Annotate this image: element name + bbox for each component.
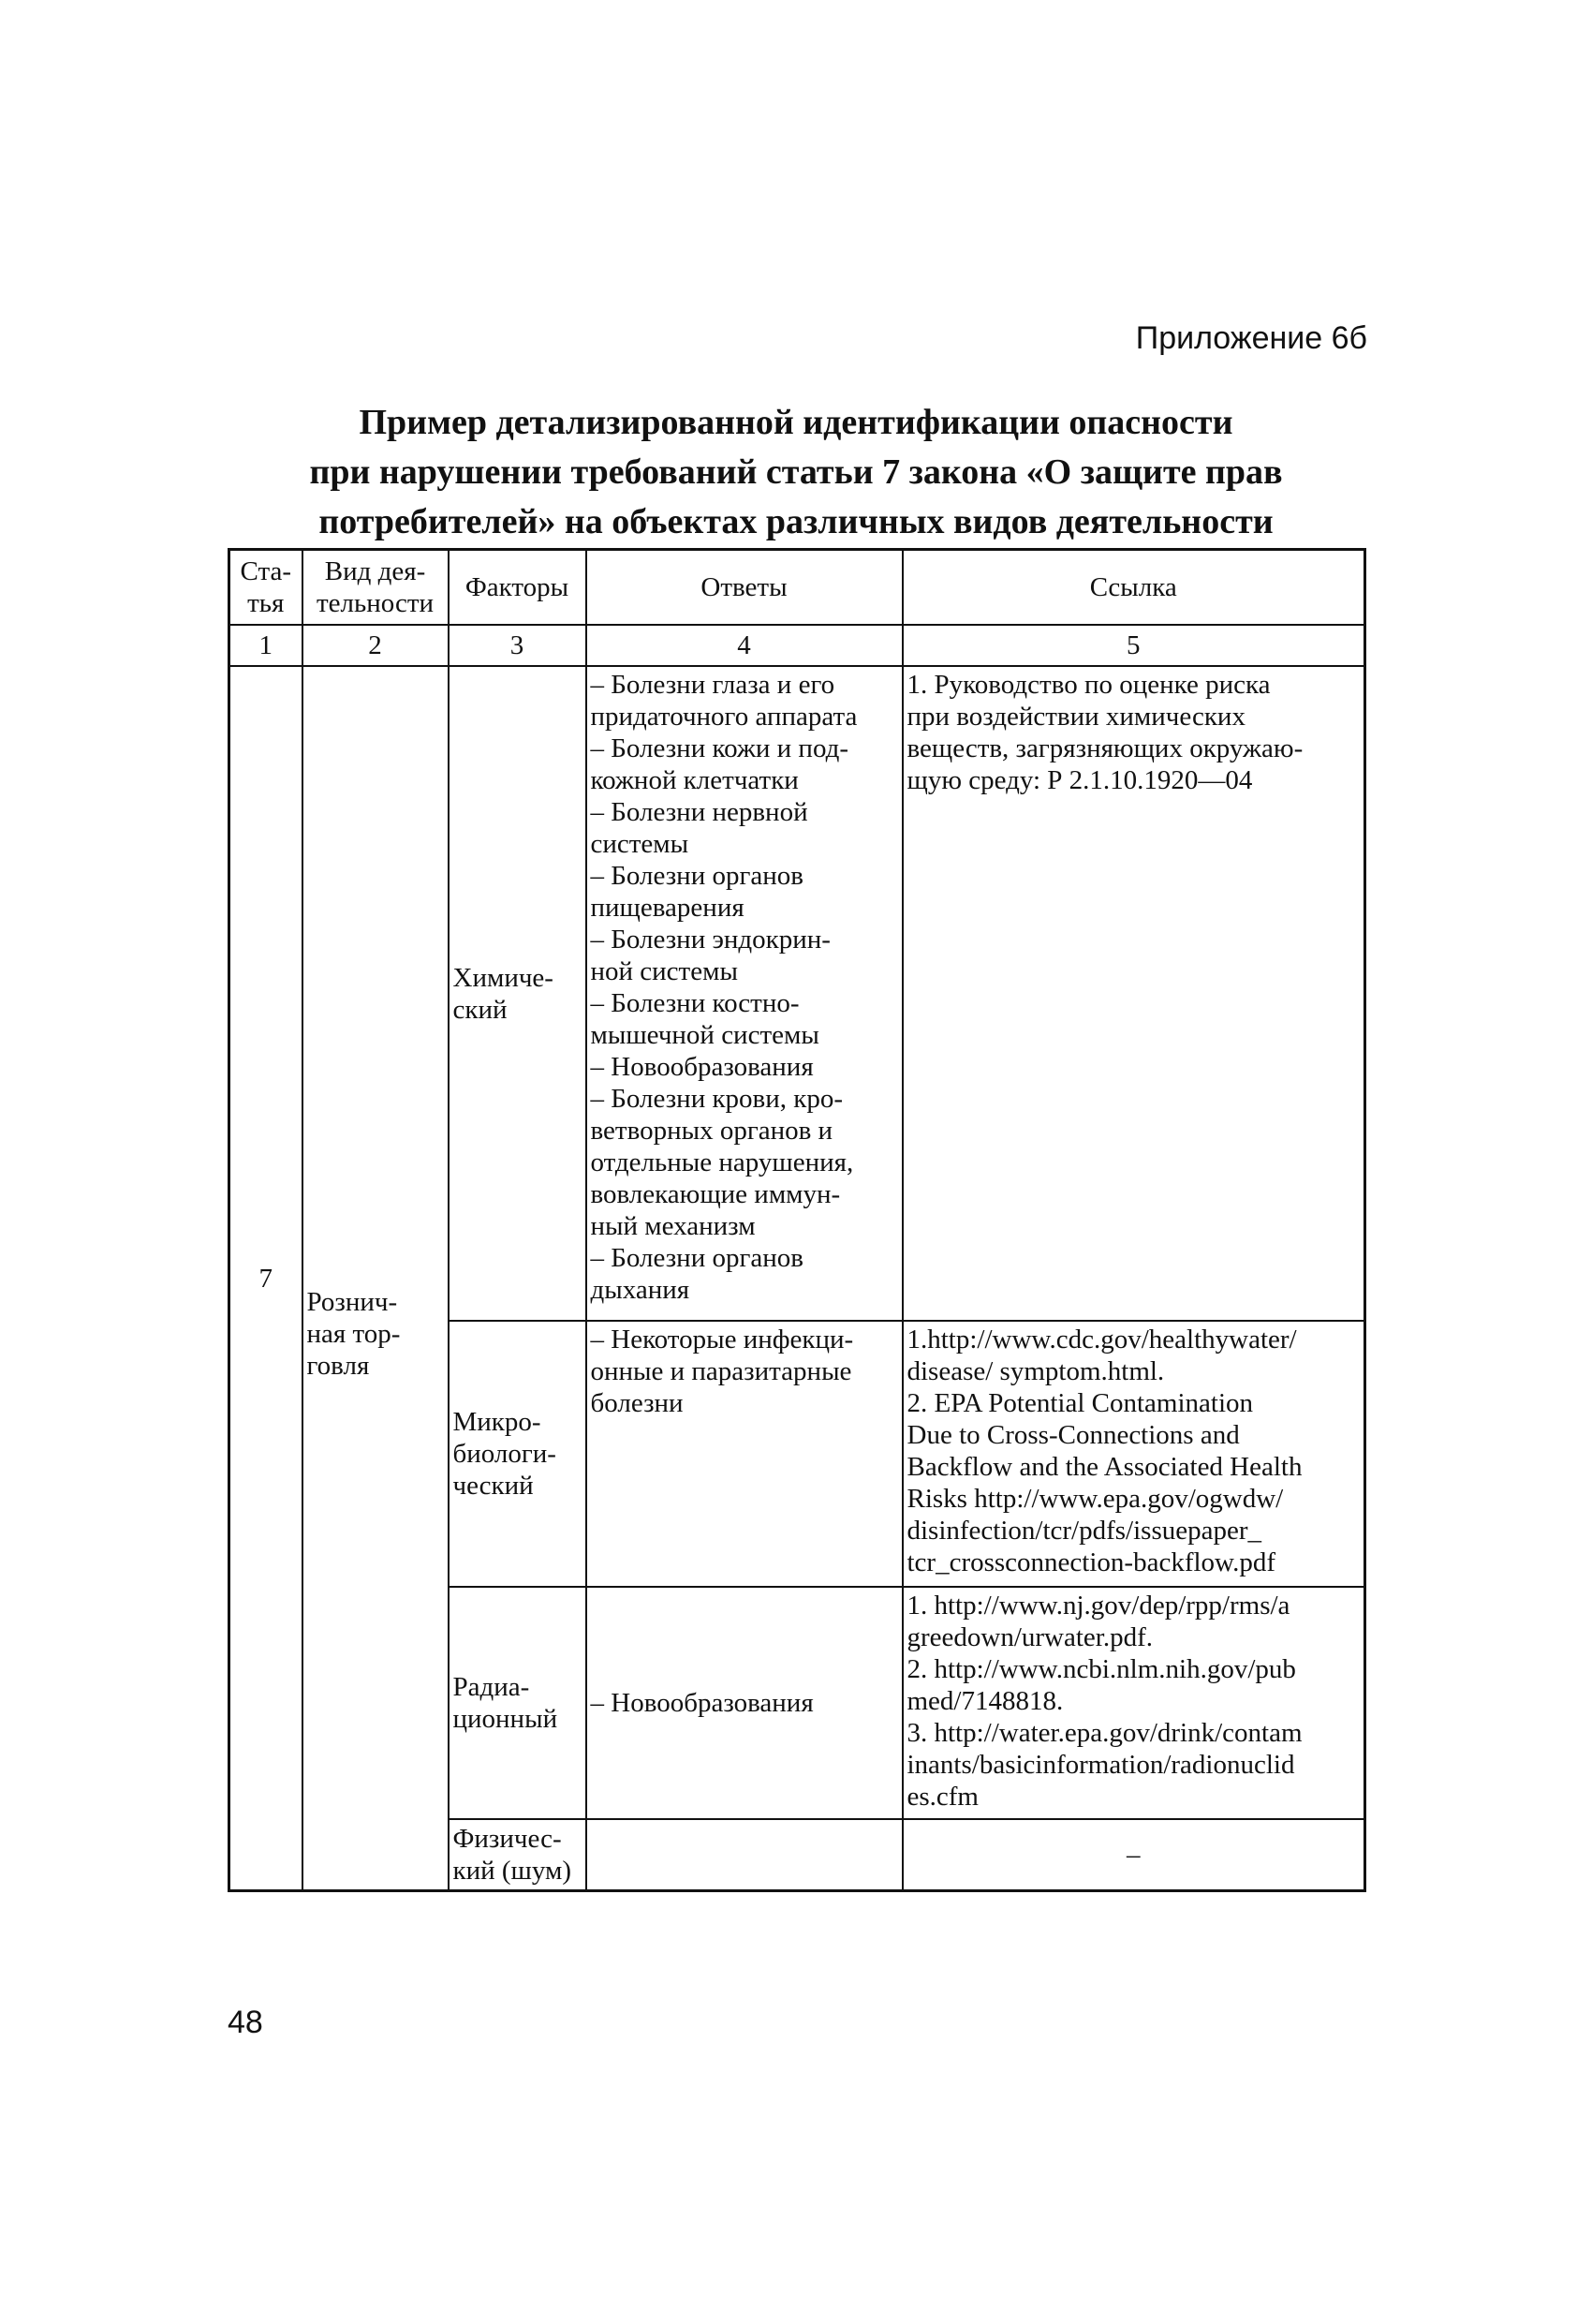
factor-text: кий (шум) [452, 1856, 571, 1887]
factor-text: ский [452, 994, 508, 1025]
answer-line: системы [590, 829, 689, 860]
answer-line: придаточного аппарата [590, 702, 858, 733]
answer-line: – Некоторые инфекци- [590, 1324, 854, 1354]
answer-line: вовлекающие иммун- [590, 1179, 841, 1210]
reference-cell-chemical [903, 666, 1365, 1321]
activity-text: Рознич- [306, 1286, 398, 1317]
header-text: Вид дея- [324, 556, 426, 587]
answer-line: – Болезни крови, кро- [590, 1084, 844, 1115]
factor-text: Химиче- [452, 962, 553, 993]
answers-cell-microbiological [586, 1321, 903, 1587]
answers-cell-chemical [586, 666, 903, 1321]
header-text: тья [247, 588, 285, 619]
reference-line: es.cfm [907, 1781, 979, 1812]
activity-text: говля [306, 1350, 370, 1381]
factor-text: ческий [452, 1470, 534, 1501]
reference-line: tcr_crossconnection-backflow.pdf [907, 1547, 1275, 1577]
header-factors: Факторы [449, 550, 586, 626]
document-title [225, 398, 1367, 547]
title-line: потребителей» на объектах различных видов деятельности [318, 502, 1274, 541]
reference-line: Backflow and the Associated Health [907, 1451, 1303, 1482]
answer-line: ный механизм [590, 1211, 756, 1242]
header-reference: Ссылка [903, 550, 1365, 626]
answer-line: – Болезни эндокрин- [590, 925, 831, 955]
page-number: 48 [228, 2005, 263, 2040]
answer-line: болезни [590, 1387, 684, 1418]
answer-line: – Новообразования [590, 1052, 814, 1083]
answer-line: – Новообразования [590, 1687, 814, 1718]
reference-line: med/7148818. [907, 1685, 1064, 1716]
factor-text: Микро- [452, 1406, 541, 1437]
header-answers: Ответы [586, 550, 903, 626]
answer-line: ветворных органов и [590, 1116, 833, 1147]
factor-cell-chemical [449, 666, 586, 1321]
factor-text: ционный [452, 1703, 558, 1734]
answer-line: – Болезни органов [590, 1243, 803, 1274]
reference-line: Risks http://www.epa.gov/ogwdw/ [907, 1483, 1284, 1514]
header-row [229, 550, 1365, 626]
reference-cell-microbiological [903, 1321, 1365, 1587]
answer-line: отдельные нарушения, [590, 1147, 854, 1178]
header-text: Ста- [240, 556, 292, 587]
reference-cell-radiation [903, 1587, 1365, 1820]
article-cell: 7 [229, 666, 302, 1890]
hazard-identification-table [228, 548, 1366, 1892]
answer-line: ной системы [590, 956, 738, 987]
activity-text: ная тор- [306, 1318, 401, 1349]
reference-line: 1. Руководство по оценке риска [907, 670, 1271, 701]
reference-line: 3. http://water.epa.gov/drink/contam [907, 1717, 1303, 1748]
reference-cell-physical: – [903, 1819, 1365, 1890]
reference-line: disease/ symptom.html. [907, 1355, 1165, 1386]
factor-cell-physical [449, 1819, 586, 1890]
answer-line: мышечной системы [590, 1020, 819, 1051]
answer-line: – Болезни кожи и под- [590, 733, 849, 764]
answer-line: кожной клетчатки [590, 765, 799, 796]
answer-line: пищеварения [590, 893, 744, 924]
factor-cell-radiation [449, 1587, 586, 1820]
answer-line: – Болезни костно- [590, 988, 800, 1019]
reference-line: 1.http://www.cdc.gov/healthywater/ [907, 1324, 1297, 1354]
title-line: при нарушении требований статьи 7 закона «О защите прав [309, 452, 1283, 492]
reference-line: greedown/urwater.pdf. [907, 1621, 1154, 1652]
factor-text: Радиа- [452, 1671, 530, 1702]
answer-line: дыхания [590, 1275, 690, 1306]
reference-line: 1. http://www.nj.gov/dep/rpp/rms/a [907, 1590, 1290, 1621]
table-row [229, 666, 1365, 1321]
reference-line: щую среду: Р 2.1.10.1920—04 [907, 765, 1253, 796]
column-number: 1 [229, 625, 302, 666]
title-line: Пример детализированной идентификации опасности [359, 403, 1233, 442]
answer-line: – Болезни глаза и его [590, 670, 835, 701]
factor-text: биологи- [452, 1438, 556, 1469]
answer-line: онные и паразитарные [590, 1355, 852, 1386]
factor-cell-microbiological [449, 1321, 586, 1587]
reference-line: inants/basicinformation/radionuclid [907, 1749, 1295, 1780]
column-number: 4 [586, 625, 903, 666]
answer-line: – Болезни нервной [590, 797, 808, 828]
appendix-label: Приложение 6б [1135, 320, 1367, 356]
header-activity [302, 550, 449, 626]
header-text: тельности [316, 588, 435, 619]
answers-cell-radiation [586, 1587, 903, 1820]
reference-line: 2. EPA Potential Contamination [907, 1387, 1253, 1418]
reference-line: при воздействии химических [907, 702, 1246, 733]
column-number-row [229, 625, 1365, 666]
header-article [229, 550, 302, 626]
column-number: 3 [449, 625, 586, 666]
reference-line: веществ, загрязняющих окружаю- [907, 733, 1304, 764]
answer-line: – Болезни органов [590, 861, 803, 892]
reference-line: 2. http://www.ncbi.nlm.nih.gov/pub [907, 1653, 1296, 1684]
factor-text: Физичес- [452, 1824, 562, 1855]
reference-line: disinfection/tcr/pdfs/issuepaper_ [907, 1515, 1262, 1546]
answers-cell-physical [586, 1819, 903, 1890]
activity-cell [302, 666, 449, 1890]
column-number: 5 [903, 625, 1365, 666]
column-number: 2 [302, 625, 449, 666]
reference-line: Due to Cross-Connections and [907, 1419, 1240, 1450]
